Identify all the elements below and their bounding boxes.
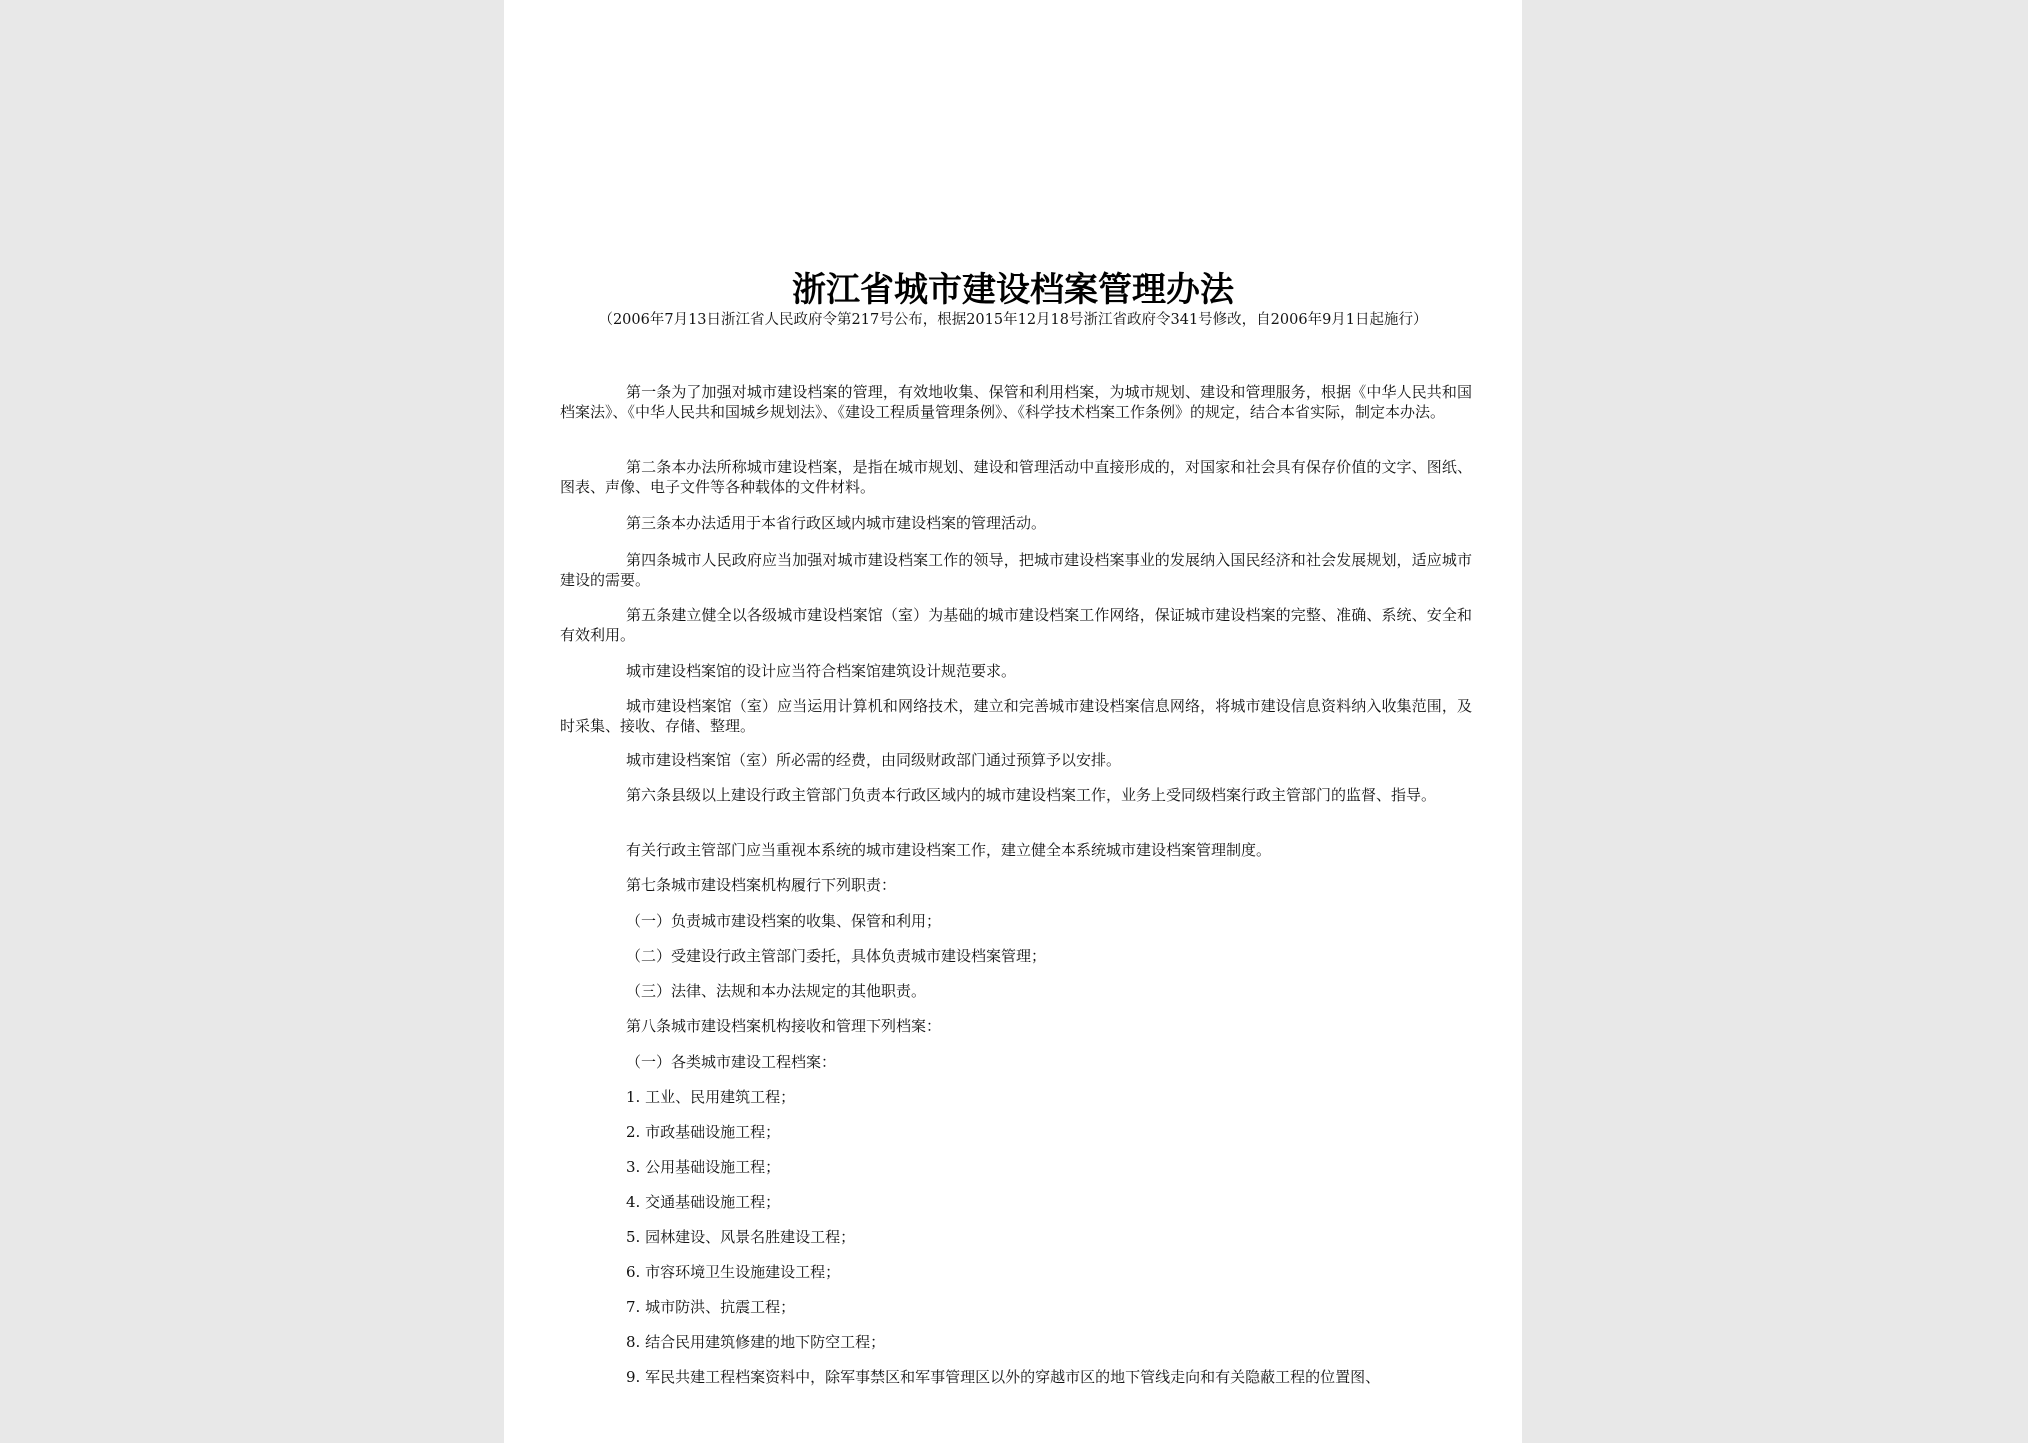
list-item: 1. 工业、民用建筑工程；	[626, 1088, 796, 1106]
paragraph-article-5-design: 城市建设档案馆的设计应当符合档案馆建筑设计规范要求。	[626, 662, 1017, 680]
list-item: 9. 军民共建工程档案资料中，除军事禁区和军事管理区以外的穿越市区的地下管线走向和有关隐蔽工程的位置图、	[626, 1368, 1381, 1386]
list-item: （三）法律、法规和本办法规定的其他职责。	[626, 982, 927, 1000]
list-item: 5. 园林建设、风景名胜建设工程；	[626, 1228, 856, 1246]
list-item: 7. 城市防洪、抗震工程；	[626, 1298, 796, 1316]
list-item: （二）受建设行政主管部门委托，具体负责城市建设档案管理；	[626, 947, 1047, 965]
paragraph-article-5-funding: 城市建设档案馆（室）所必需的经费，由同级财政部门通过预算予以安排。	[626, 751, 1122, 769]
list-item: 3. 公用基础设施工程；	[626, 1158, 781, 1176]
paragraph-article-2: 第二条本办法所称城市建设档案，是指在城市规划、建设和管理活动中直接形成的，对国家和社会具有保存价值的文字、图纸、图表、声像、电子文件等各种载体的文件材料。	[560, 458, 1472, 496]
document-page	[504, 0, 1522, 1443]
paragraph-article-7: 第七条城市建设档案机构履行下列职责：	[626, 876, 897, 894]
list-item: 6. 市容环境卫生设施建设工程；	[626, 1263, 841, 1281]
page-subtitle: （2006年7月13日浙江省人民政府令第217号公布，根据2015年12月18号浙江省政府令341号修改，自2006年9月1日起施行）	[598, 312, 1428, 328]
list-item: （一）各类城市建设工程档案：	[626, 1053, 837, 1071]
paragraph-article-5: 第五条建立健全以各级城市建设档案馆（室）为基础的城市建设档案工作网络，保证城市建设档案的完整、准确、系统、安全和有效利用。	[560, 606, 1472, 644]
paragraph-article-5-network: 城市建设档案馆（室）应当运用计算机和网络技术，建立和完善城市建设档案信息网络，将城市建设信息资料纳入收集范围，及时采集、接收、存储、整理。	[560, 697, 1472, 735]
list-item: 4. 交通基础设施工程；	[626, 1193, 781, 1211]
paragraph-article-6-system: 有关行政主管部门应当重视本系统的城市建设档案工作，建立健全本系统城市建设档案管理制度。	[626, 841, 1272, 859]
paragraph-article-4: 第四条城市人民政府应当加强对城市建设档案工作的领导，把城市建设档案事业的发展纳入国民经济和社会发展规划，适应城市建设的需要。	[560, 551, 1472, 589]
page-title: 浙江省城市建设档案管理办法	[792, 270, 1234, 310]
paragraph-article-6: 第六条县级以上建设行政主管部门负责本行政区域内的城市建设档案工作，业务上受同级档案行政主管部门的监督、指导。	[626, 786, 1437, 804]
list-item: （一）负责城市建设档案的收集、保管和利用；	[626, 912, 942, 930]
list-item: 2. 市政基础设施工程；	[626, 1123, 781, 1141]
list-item: 8. 结合民用建筑修建的地下防空工程；	[626, 1333, 886, 1351]
paragraph-article-8: 第八条城市建设档案机构接收和管理下列档案：	[626, 1017, 942, 1035]
paragraph-article-3: 第三条本办法适用于本省行政区域内城市建设档案的管理活动。	[626, 514, 1047, 532]
paragraph-article-1: 第一条为了加强对城市建设档案的管理，有效地收集、保管和利用档案，为城市规划、建设和管理服务，根据《中华人民共和国档案法》、《中华人民共和国城乡规划法》、《建设工程质量管理条例》、《科学技术档案工作条例》的规定，结合本省实际，制定本办法。	[560, 383, 1472, 421]
